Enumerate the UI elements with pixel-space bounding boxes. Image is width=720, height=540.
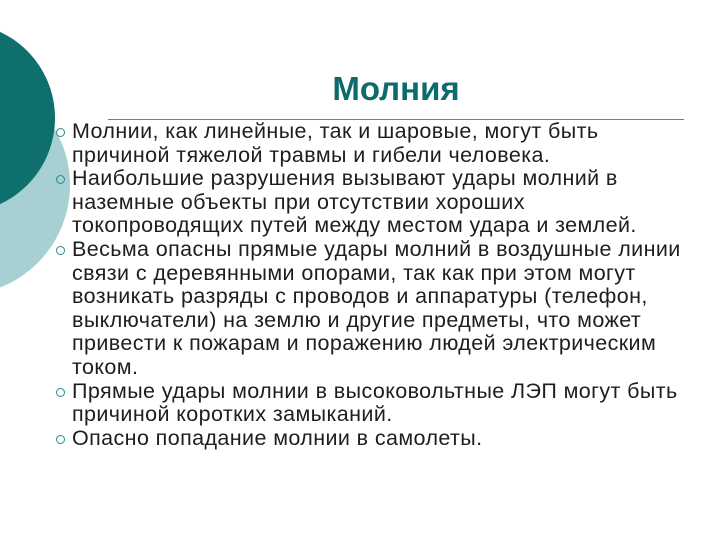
bullet-circle-icon [56, 435, 65, 444]
bullet-text: Опасно попадание молнии в самолеты. [72, 425, 483, 450]
bullet-text: Весьма опасны прямые удары молний в воздушные линии связи с деревянными опорами, так как при этом могут возникать разряды с проводов и аппаратуры (телефон, выключатели) на землю и другие предметы, что может привести к пожарам и поражению людей электрическим током. [72, 236, 681, 379]
bullet-item [56, 167, 696, 238]
bullet-circle-icon [56, 175, 65, 184]
bullet-item [56, 427, 696, 451]
bullet-text: Молнии, как линейные, так и шаровые, могут быть причиной тяжелой травмы и гибели человека. [72, 119, 599, 167]
bullet-list [56, 120, 696, 450]
slide-title: Молния [332, 70, 460, 107]
bullet-item [56, 238, 696, 380]
bullet-item [56, 120, 696, 167]
bullet-circle-icon [56, 246, 65, 255]
bullet-text: Наибольшие разрушения вызывают удары молний в наземные объекты при отсутствии хороших токопроводящих путей между местом удара и землей. [72, 166, 637, 238]
bullet-circle-icon [56, 128, 65, 137]
bullet-item [56, 380, 696, 427]
bullet-circle-icon [56, 388, 65, 397]
bullet-text: Прямые удары молнии в высоковольтные ЛЭП могут быть причиной коротких замыканий. [72, 378, 678, 427]
